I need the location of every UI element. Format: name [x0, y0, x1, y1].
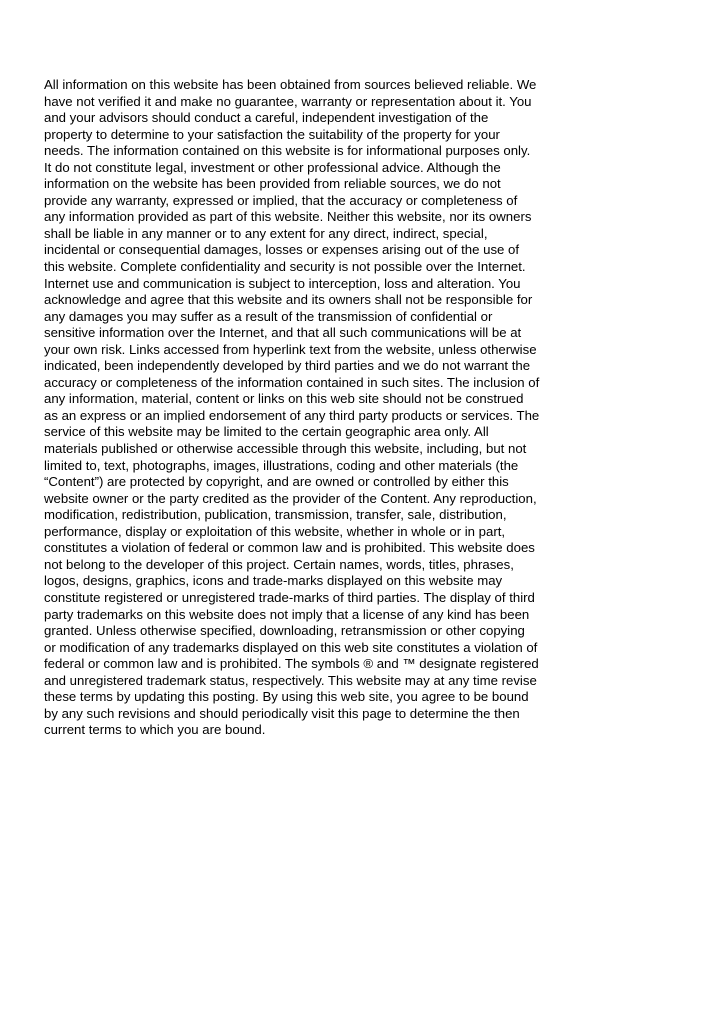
text-line: constitute registered or unregistered trade-marks of third parties. The display of third: [44, 589, 535, 605]
text-line: limited to, text, photographs, images, illustrations, coding and other materials (the: [44, 457, 519, 473]
text-line: Internet use and communication is subject to interception, loss and alteration. You: [44, 275, 521, 291]
text-line: website owner or the party credited as the provider of the Content. Any reproduction,: [44, 490, 537, 506]
text-line: constitutes a violation of federal or common law and is prohibited. This website does: [44, 540, 535, 556]
text-line: needs. The information contained on this website is for informational purposes only.: [44, 143, 531, 159]
text-line: shall be liable in any manner or to any extent for any direct, indirect, special,: [44, 225, 488, 241]
text-line: logos, designs, graphics, icons and trade-marks displayed on this website may: [44, 573, 503, 589]
text-line: these terms by updating this posting. By using this web site, you agree to be bound: [44, 689, 529, 705]
text-line: or modification of any trademarks displayed on this web site constitutes a violation of: [44, 639, 538, 655]
text-line: and unregistered trademark status, respectively. This website may at any time revise: [44, 672, 537, 688]
text-line: acknowledge and agree that this website and its owners shall not be responsible for: [44, 292, 533, 308]
text-line: any information, material, content or links on this web site should not be construed: [44, 391, 524, 407]
text-line: as an express or an implied endorsement of any third party products or services. The: [44, 407, 540, 423]
text-line: party trademarks on this website does not imply that a license of any kind has been: [44, 606, 530, 622]
text-line: any damages you may suffer as a result of the transmission of confidential or: [44, 308, 493, 324]
text-line: accuracy or completeness of the information contained in such sites. The inclusion of: [44, 374, 540, 390]
text-line: and your advisors should conduct a careful, independent investigation of the: [44, 110, 489, 126]
text-line: materials published or otherwise accessible through this website, including, but not: [44, 441, 527, 457]
text-line: indicated, been independently developed by third parties and we do not warrant the: [44, 358, 531, 374]
text-line: performance, display or exploitation of this website, whether in whole or in part,: [44, 523, 506, 539]
text-line: by any such revisions and should periodically visit this page to determine the then: [44, 705, 520, 721]
text-line: “Content”) are protected by copyright, and are owned or controlled by either this: [44, 474, 509, 490]
text-line: modification, redistribution, publication, transmission, transfer, sale, distribution,: [44, 507, 507, 523]
text-line: federal or common law and is prohibited. The symbols ® and ™ designate registered: [44, 656, 539, 672]
text-line: All information on this website has been obtained from sources believed reliable. We: [44, 77, 537, 92]
text-line: have not verified it and make no guarantee, warranty or representation about it. You: [44, 93, 532, 109]
text-line: It do not constitute legal, investment or other professional advice. Although the: [44, 159, 501, 175]
text-line: provide any warranty, expressed or implied, that the accuracy or completeness of: [44, 192, 518, 208]
text-line: incidental or consequential damages, losses or expenses arising out of the use of: [44, 242, 520, 258]
text-line: any information provided as part of this website. Neither this website, nor its owners: [44, 209, 532, 225]
text-line: granted. Unless otherwise specified, downloading, retransmission or other copying: [44, 623, 525, 639]
text-line: service of this website may be limited to the certain geographic area only. All: [44, 424, 489, 440]
text-line: your own risk. Links accessed from hyperlink text from the website, unless otherwise: [44, 341, 537, 357]
text-line: information on the website has been provided from reliable sources, we do not: [44, 176, 501, 192]
text-line: current terms to which you are bound.: [44, 722, 266, 738]
disclaimer-text: [44, 77, 604, 739]
text-line: property to determine to your satisfaction the suitability of the property for your: [44, 126, 500, 142]
text-line: this website. Complete confidentiality and security is not possible over the Internet.: [44, 259, 526, 275]
text-line: not belong to the developer of this project. Certain names, words, titles, phrases,: [44, 556, 514, 572]
text-line: sensitive information over the Internet, and that all such communications will be at: [44, 325, 522, 341]
